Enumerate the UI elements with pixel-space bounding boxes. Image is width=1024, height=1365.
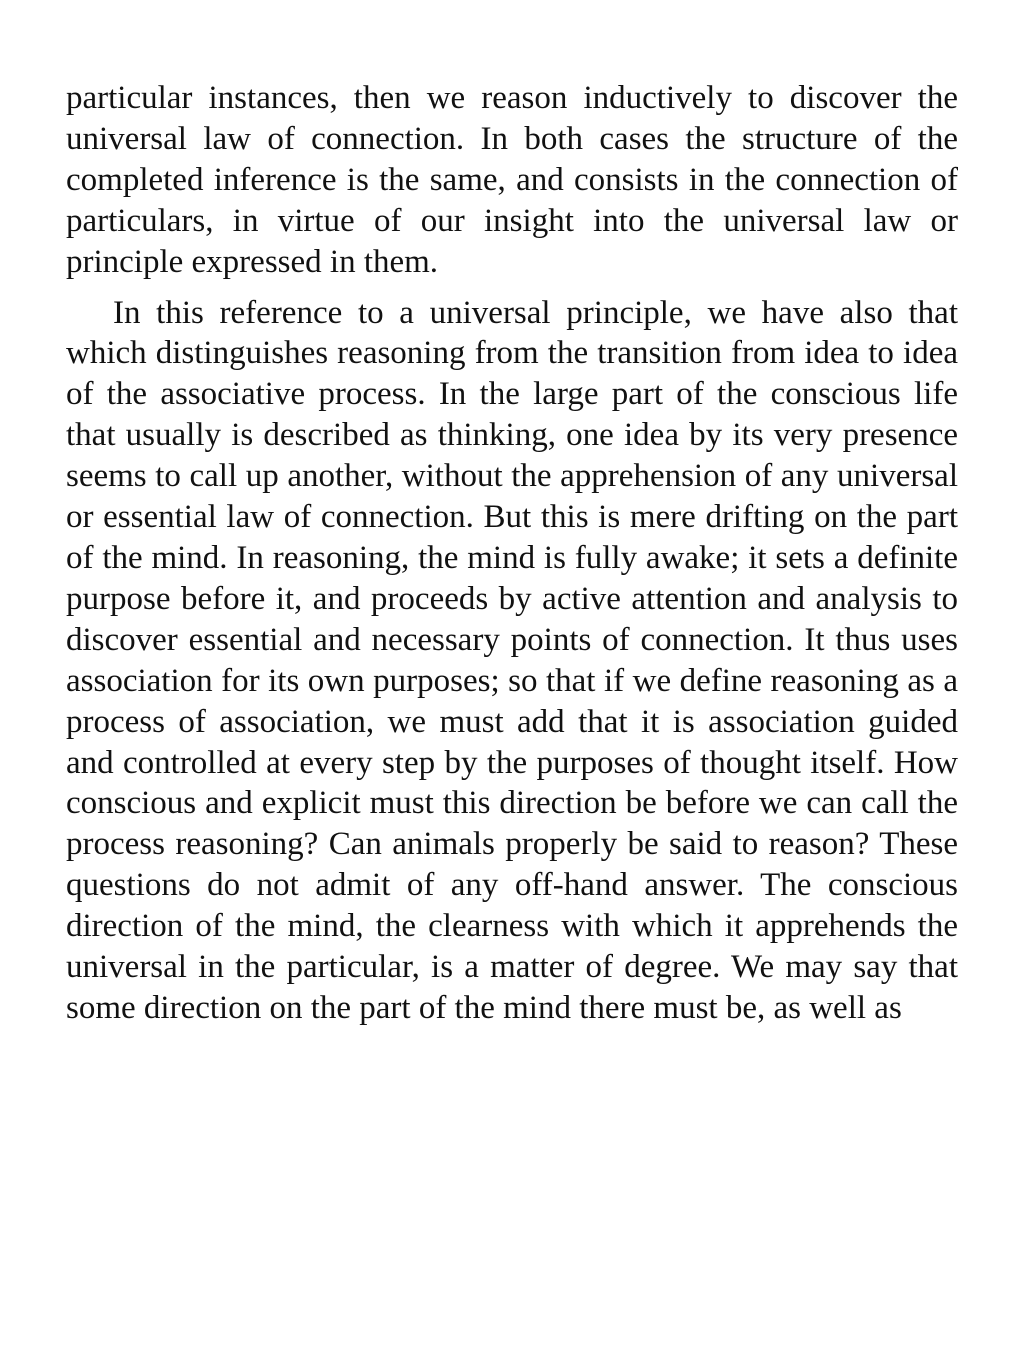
paragraph-continued: particular instances, then we reason inductively to discover the universal law of connection. In both cases the structure of the completed inference is the same, and consists in the connection of particulars, in virtue of our insight into the universal law or principle expressed in them. bbox=[66, 80, 958, 280]
paragraph-reasoning-vs-association: In this reference to a universal principle, we have also that which distinguishes reasoning from the transition from idea to idea of the associative process. In the large part of the conscious life that usually is described as thinking, one idea by its very presence seems to call up another, without the apprehension of any universal or essential law of connection. But this is mere drifting on the part of the mind. In reasoning, the mind is fully awake; it sets a definite purpose before it, and proceeds by active attention and analysis to discover essential and necessary points of connection. It thus uses association for its own purposes; so that if we define reasoning as a process of association, we must add that it is association guided and controlled at every step by the purposes of thought itself. How conscious and explicit must this direction be before we can call the process reasoning? Can animals properly be said to reason? These questions do not admit of any off-hand answer. The conscious direction of the mind, the clearness with which it apprehends the universal in the particular, is a matter of degree. We may say that some direction on the part of the mind there must be, as well as bbox=[66, 294, 958, 1026]
document-page bbox=[66, 78, 958, 1029]
